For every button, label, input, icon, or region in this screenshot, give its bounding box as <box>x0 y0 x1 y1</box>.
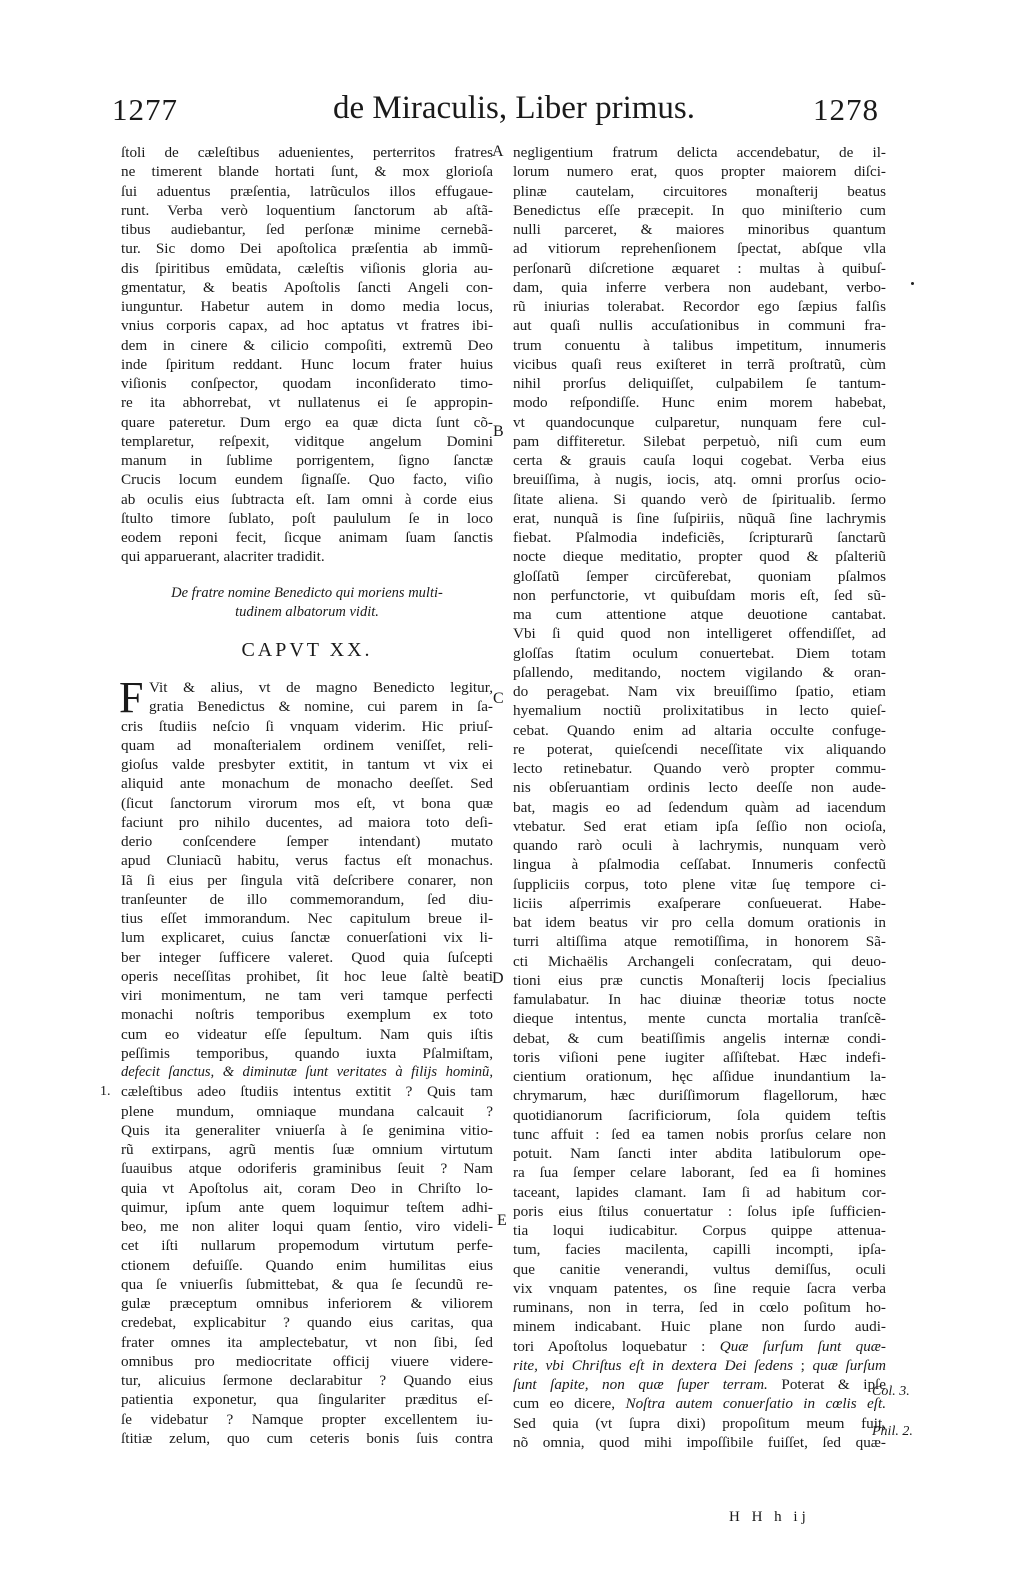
text-roman: tori Apoſtolus loquebatur : <box>513 1337 720 1355</box>
text-line: lum explicaret, cuius ſanctæ conuerſationi vix li- <box>121 929 493 947</box>
text-line: derio conſcendere ſemper intendant) mutato <box>121 833 493 850</box>
running-header <box>0 92 1024 142</box>
text-italic: rite, vbi Chriſtus eſt in dextera Dei ſedens <box>513 1356 794 1374</box>
chapter-subtitle <box>121 584 493 623</box>
text-line: rũ iniurias tolerabat. Recordor ego ſæpius falſis <box>513 298 886 315</box>
text-line: dis ſpiritibus emũdata, cæleſtis viſionis gloria au- <box>121 259 493 277</box>
drop-cap-initial: F <box>119 673 144 722</box>
text-italic: Noſtra autem conuerſatio in cœlis eſt. <box>625 1395 886 1413</box>
mixed-quote-line <box>513 1394 886 1413</box>
chapter-subtitle-line: tudinem albatorum vidit. <box>235 603 379 620</box>
chapter-subtitle-line: De fratre nomine Benedicto qui moriens multi- <box>171 584 443 601</box>
text-line: cti Michaëlis Archangeli conſecratam, qui deuo- <box>513 952 886 970</box>
text-line: vicibus quaſi reus exiſteret in terrã proſtratũ, cùm <box>513 355 886 373</box>
text-roman: ; <box>793 1356 813 1374</box>
text-line: plinæ cautelam, circuitores monaſterij beatus <box>513 182 886 200</box>
left-column-opening-text <box>121 143 493 567</box>
chapter-opening <box>119 673 493 722</box>
text-line: patientia exponetur, qua ſingulariter præditus eſ- <box>121 1391 493 1409</box>
italic-psalm-quote: defecit ſanctus, & diminutæ ſunt veritates à filijs hominũ, <box>121 1064 493 1080</box>
text-line: pſallendo, meditando, noctem vigilando & oran- <box>513 663 886 681</box>
text-line: viſionis conſpector, quodam inconſiderato timo- <box>121 375 493 392</box>
text-line: perſonarũ diſcretione æquaret : multas à quibuſ- <box>513 259 886 277</box>
text-line: chrymarum, hæc duriſſimorum flagellorum, hæc <box>513 1087 886 1105</box>
mixed-quote-line <box>513 1375 886 1394</box>
section-marker-a: A <box>492 143 504 160</box>
text-line: debat, & cum beatiſſimis angelis internæ condi- <box>513 1029 886 1047</box>
margin-note-phil-2: Phil. 2. <box>872 1424 913 1439</box>
text-line: pam diffiteretur. Silebat perpetuò, niſi cum eum <box>513 432 886 450</box>
text-line: modo reſpondiſſe. Hunc enim morem habebat, <box>513 394 886 412</box>
running-title: de Miraculis, Liber primus. <box>333 90 696 126</box>
margin-note-left: 1. <box>100 1084 111 1099</box>
text-line: tia loqui iudicabitur. Corpus quippe attenua- <box>513 1222 886 1239</box>
text-line: nõ omnia, quod mihi impoſſibile fuiſſet, ſed quæ- <box>513 1433 886 1451</box>
text-line: lingua à pſalmodia ceſſabat. Innumeris confectũ <box>513 856 886 874</box>
text-line: cæleſtibus adeo ſtudiis intentus extitit ? Quis tam <box>121 1083 493 1101</box>
text-line: ſtoli de cæleſtibus aduenientes, perterritos fratres <box>121 144 493 161</box>
text-line: toris viſioni pene iugiter aſſiſtebat. Hæc indefi- <box>513 1048 886 1066</box>
text-line: frater omnes ita amplectebatur, vt non ſibi, ſed <box>121 1333 493 1351</box>
text-line: Crucis locum eundem ſignaſſe. Quo facto, viſio <box>121 471 493 489</box>
text-line: tranſeunter de illo commemorandum, ſed diu- <box>121 890 493 908</box>
text-line: apud Cluniacũ habitu, verus factus eſt monachus. <box>121 852 493 870</box>
text-line: taceant, lapides clamant. Iam ſi ad habitum cor- <box>513 1183 886 1201</box>
text-line: cientium orationum, hęc aſſidue inundantium la- <box>513 1068 886 1085</box>
text-line: potuit. Nam ſancti inter abdita latibulorum ope- <box>513 1145 886 1162</box>
text-line: quando rarò oculi à lachrymis, nunquam verò <box>513 837 886 854</box>
text-line: credebat, explicabitur ? quando eius caritas, qua <box>121 1314 493 1332</box>
text-line: nocte dieque meditatio, propter quod & pſalteriũ <box>513 548 886 566</box>
text-line: re ita abhorrebat, vt nullatenus ei ſe appropin- <box>121 394 493 412</box>
text-line: templaretur, reſpexit, viditque angelum Domini <box>121 432 493 450</box>
text-line: ſe videbatur ? Namque propter excellentem iu- <box>121 1410 493 1428</box>
text-line: ſuauibus atque odoriferis graminibus ſeuit ? Nam <box>121 1160 493 1178</box>
text-line: (ſicut ſanctorum virorum mos eſt, vt bona quæ <box>121 794 493 812</box>
text-roman: Poterat & ipſe <box>767 1376 886 1393</box>
text-line: quia vt Apoſtolus ait, coram Deo in Chriſto lo- <box>121 1179 493 1197</box>
text-line: ra ſua ſemper celare laborant, ſed ea ſi homines <box>513 1164 886 1182</box>
text-line: fiebat. Pſalmodia indeficiẽs, ſcripturarũ ſanctarũ <box>513 529 886 546</box>
text-line: do peragebat. Nam vix breuiſſimo ſpatio, etiam <box>513 683 886 700</box>
text-line: minem indicabant. Huic plane non ſurdo audi- <box>513 1318 886 1336</box>
text-line: gloſſatũ ſemper circũferebat, quoniam pſalmos <box>513 567 886 585</box>
left-column-body-text-continued <box>121 1082 493 1448</box>
printer-signature-mark: H H h ij <box>729 1509 810 1525</box>
text-line: nulli parceret, & maiores minoribus quantum <box>513 221 886 238</box>
text-line: non perfunctorie, vt quibuſdam moris eſt, ſed sũ- <box>513 586 886 604</box>
text-line: Vbi ſi quid quod non intelligeret offendiſſet, ad <box>513 625 886 643</box>
text-line: liciis aſperrimis exaſperare conſueuerat. Habe- <box>513 894 886 912</box>
section-marker-c: C <box>493 690 504 707</box>
text-line: omnibus pro mediocritate officij viuere videre- <box>121 1352 493 1370</box>
text-line: tioni eius præ cunctis Monaſterij locis ſpecialius <box>513 971 886 989</box>
text-line: poris eius ſtilus conuertatur : ſolus ipſe ſufficien- <box>513 1202 886 1220</box>
text-line: bat, magis eo ad ſedendum quàm ad iacendum <box>513 798 886 816</box>
text-line: ruminans, non in terra, ſed in cœlo poſitum ho- <box>513 1299 886 1316</box>
text-line: ab oculis eius ſubtracta eſt. Iam omni à corde eius <box>121 490 493 508</box>
right-column-text <box>513 143 886 1337</box>
text-line: dieque intentus, mente cuncta mortalia tranſcẽ- <box>513 1010 886 1028</box>
right-column <box>513 143 886 1452</box>
text-line: monachi noſtris temporibus exemplum ex toto <box>121 1006 493 1024</box>
text-line: ſtitiæ zelum, quo cum ceteris bonis ſuis contra <box>121 1429 493 1447</box>
text-line: eodem reponi fecit, ſicque animam ſuam ſanctis <box>121 529 493 546</box>
chapter-heading: CAPVT XX. <box>241 639 373 661</box>
text-line: runt. Verba verò loquentium ſanctorum ab aſtã- <box>121 201 493 219</box>
text-line: re poterat, quieſcendi neceſſitate vix aliquando <box>513 740 886 758</box>
text-line: Quis ita generaliter vniuerſa à ſe genimina vitio- <box>121 1121 493 1139</box>
page-number-left: 1277 <box>112 92 178 127</box>
text-line: certa & grauis cauſa loqui cogebat. Verba eius <box>513 452 886 469</box>
text-line: tur. Sic domo Dei apoſtolica præſentia ab immũ- <box>121 240 493 258</box>
text-line: ber integer ſufficere valeret. Quod quia ſuſcepti <box>121 948 493 966</box>
text-line: viri monimentum, ne tam veri tamque perfecti <box>121 987 493 1004</box>
section-marker-b: B <box>493 423 504 440</box>
text-line: manum in ſublime porrigentem, ſigno ſanctæ <box>121 452 493 469</box>
text-line: Sed quia (vt ſupra dixi) propoſitum meum fuit, <box>513 1414 886 1432</box>
text-line: quam ad monaſterialem ordinem veniſſet, reli- <box>121 736 493 754</box>
text-line: breuiſſima, à nugis, iocis, atq. omni prorſus ocio- <box>513 471 886 489</box>
text-line: Iã ſi eius per ſingula vitã deſcribere conarer, non <box>121 871 493 889</box>
text-line: ſtulto timore ſublato, poſt paululum ſe in loco <box>121 509 493 527</box>
text-line: dam, quia inferre verbera non audebant, verbo- <box>513 278 886 296</box>
text-line: ſuppliciis corpus, toto plene vitæ ſuę tempore ci- <box>513 875 886 893</box>
text-line: trum conuentu à talibus impetitum, innumeris <box>513 336 886 354</box>
text-line: nihil prorſus deliquiſſet, culpabilem ſe tantum- <box>513 375 886 392</box>
text-line: cebat. Quando enim ad altaria occulte confuge- <box>513 721 886 739</box>
text-line: quotidianorum ſacrificiorum, ſola quidem teſtis <box>513 1106 886 1124</box>
text-italic: Quæ ſurſum ſunt quæ- <box>719 1337 886 1355</box>
text-line: faciunt pro nihilo ducentes, ad maiora toto deſi- <box>121 813 493 831</box>
margin-note-col-3: Col. 3. <box>872 1384 910 1399</box>
text-line: Benedictus eſſe præcepit. In quo miniſterio cum <box>513 201 886 219</box>
text-italic: quæ ſurſum <box>812 1356 886 1374</box>
text-line: rũ extirpans, agrũ mentis ſuæ omnium virtutum <box>121 1141 493 1158</box>
text-line: quare pateretur. Dum ergo ea quæ dicta ſunt cõ- <box>121 413 493 431</box>
text-line: que canitie venerandi, vultus demiſſus, oculi <box>513 1260 886 1278</box>
text-line: aliquid ante monachum de monacho deeſſet. Sed <box>121 775 493 793</box>
text-italic: ſunt ſapite, non quæ ſuper terram. <box>513 1376 768 1393</box>
text-line: tibus audiebantur, ſed perſonæ minime cernebã- <box>121 221 493 238</box>
text-line: ma cum attentione atque deuotione cantabat. <box>513 606 886 623</box>
text-line: lorum numero erat, quos propter maiorem diſci- <box>513 163 886 181</box>
text-line: gloſſas ſtatim oculum conuertebat. Diem totam <box>513 644 886 662</box>
text-line: inde ſpiritum reddant. Hunc locum frater huius <box>121 355 493 373</box>
text-line: negligentium fratrum delicta accendebatur, de il- <box>513 144 886 161</box>
left-column <box>121 143 493 1448</box>
text-line: bat idem beatus vir pro cella domum orationis in <box>513 914 886 931</box>
text-line: peſſimis temporibus, quando iuxta Pſalmiſtam, <box>121 1044 493 1062</box>
text-line: plene mundum, omniaque mundana calcauit ? <box>121 1102 493 1120</box>
text-line: cet iſti nullarum propemodum virtutum perfe- <box>121 1237 493 1255</box>
text-line: ctionem defuiſſe. Quando enim humilitas eius <box>121 1256 493 1274</box>
text-line: vix vnquam patentes, os ſine requie ſacra verba <box>513 1279 886 1297</box>
text-line: lecto retinebatur. Quando verò propter commu- <box>513 760 886 777</box>
text-line: gratia Benedictus & nomine, cui parem in ſa- <box>149 698 493 716</box>
text-line: aut quaſi nullis accuſationibus in communi fra- <box>513 317 886 335</box>
text-line: cum eo videatur eſſe ſepultum. Nam quis iſtis <box>121 1025 493 1043</box>
text-line: hyemalium noctiũ prolixitatibus in lecto quieſ- <box>513 702 886 720</box>
print-speck <box>911 282 914 285</box>
text-roman: cum eo dicere, <box>513 1395 626 1413</box>
text-line: vt quandocunque culparetur, nunquam fere cul- <box>513 413 886 431</box>
text-line: vnius corporis capax, ad hoc aptatus vt fratres ibi- <box>121 317 493 335</box>
text-line: quimur, ipſum ante quem loquimur teſtem adhi- <box>121 1198 493 1216</box>
text-line: Vit & alius, vt de magno Benedicto legitur, <box>149 679 493 696</box>
section-marker-d: D <box>492 970 504 987</box>
text-line: nis obſeruantiam ordinis lecto deeſſe non aude- <box>513 779 886 797</box>
text-line: gioſus valde presbyter extitit, in tantum vt vix ei <box>121 756 493 773</box>
text-line: gulæ præceptum omnibus inferiorem & viliorem <box>121 1295 493 1312</box>
text-line: tum, facies macilenta, capilli incompti, ipſa- <box>513 1241 886 1259</box>
text-line: operis neceſſitas prohibet, ſit hoc leue ſaltè beati <box>121 967 493 985</box>
text-line: ne timerent blande hortati ſunt, & mox glorioſa <box>121 163 493 181</box>
text-line: turri altiſſima atque remotiſſima, in honorem Sã- <box>513 933 886 951</box>
mixed-quote-line <box>513 1356 886 1375</box>
text-line: vtebatur. Sed erat etiam ipſa ſeſſio non ocioſa, <box>513 817 886 835</box>
text-line: famulabatur. In hac diuinæ theoriæ totus nocte <box>513 991 886 1008</box>
text-line: gmentatur, & beatis Apoſtolis ſancti Angeli con- <box>121 278 493 296</box>
text-line: ad vitiorum reprehenſionem ſpectat, abſque vlla <box>513 240 886 258</box>
section-marker-e: E <box>497 1212 507 1229</box>
text-line: iunguntur. Habetur autem in domo media locus, <box>121 298 493 315</box>
text-line: qui apparuerant, alacriter tradidit. <box>121 548 325 566</box>
text-line: cris ſtudiis neſcio ſi vnquam viderim. Hic priuſ- <box>121 717 493 735</box>
mixed-quote-line <box>513 1337 886 1356</box>
text-line: qua ſe vniuerſis ſubmittebat, & qua ſe ſecundũ re- <box>121 1275 493 1293</box>
text-line: ſitate aliena. Si quando verò de ſpiritualib. ſermo <box>513 490 886 508</box>
left-column-body-text <box>121 717 493 1064</box>
text-line: erat, nunquã is ſine ſuſpiriis, nũquã ſine lachrymis <box>513 509 886 527</box>
text-line: tur, alicuius ſermone declarabitur ? Quando eius <box>121 1372 493 1389</box>
text-line: dem in cinere & cilicio compoſiti, extremũ Deo <box>121 336 493 354</box>
text-line: ſui aduentus præſentia, latrũculos illos effugaue- <box>121 182 493 200</box>
page-number-right: 1278 <box>813 92 879 127</box>
text-line: tunc affuit : ſed ea tamen nobis prorſus celare non <box>513 1125 886 1143</box>
text-line: beo, me non aliter loqui quam ſentio, viro videli- <box>121 1218 493 1235</box>
text-line: tius eſſet immorandum. Nec capitulum breue il- <box>121 910 493 927</box>
